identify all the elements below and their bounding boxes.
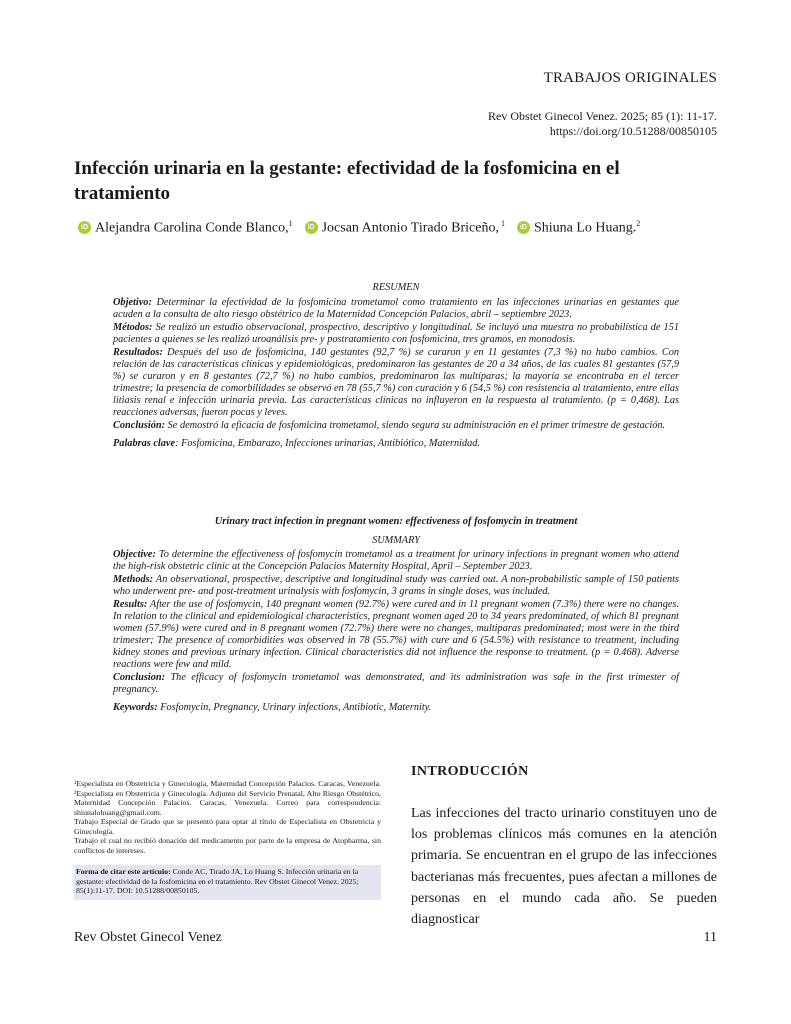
summary-heading: SUMMARY [372, 535, 420, 546]
page-number: 11 [703, 930, 717, 945]
summary-abstract [113, 549, 679, 715]
orcid-icon[interactable]: iD [78, 221, 91, 234]
resumen-resultados: Resultados: Después del uso de fosfomicina, 140 gestantes (92,7 %) se curaron y en 11 gestantes (7,3 %) no hubo cambios. Con relación de las características clínicas y epidemiológicas, predominaron las gestantes de 20 a 34 años, de las cuales 81 gestantes (57,9 %) se curaron y en 8 gestantes (72,7 %) no hubo cambios, predominaron las multíparas; la mayoría se encontraba en el tercer trimestre; la presencia de comorbilidades se observó en 78 (55,7 %) con curación y 6 (54,5 %) con resistencia al tratamiento, entre ellas litiasis renal e infección urinaria previa. Las características clínicas no influyeron en la respuesta al tratamiento. (p = 0,468). Las reacciones adversas, fueron pocas y leves. [113, 347, 680, 418]
introduction-text: Las infecciones del tracto urinario constituyen uno de los problemas clínicos más comunes en la atención primaria. Se encuentran en el grupo de las infecciones bacterianas más frecuentes, pues afectan a millones de personas en el mundo cada año. Se pueden diagnosticar [411, 806, 717, 928]
resumen-keywords: Palabras clave: Fosfomicina, Embarazo, Infecciones urinarias, Antibiótico, Maternidad. [113, 438, 481, 449]
author-2: Jocsan Antonio Tirado Briceño, $^1$ [321, 219, 505, 236]
summary-conclusion: Conclusion: The efficacy of fosfomycin trometamol was demonstrated, and its administration was safe in the first trimester of pregnancy. [113, 672, 679, 695]
citation-volume: Rev Obstet Ginecol Venez. 2025; 85 (1): 11-17. [488, 109, 717, 123]
orcid-icon[interactable]: iD [305, 221, 318, 234]
author-list [78, 219, 652, 237]
author-3: Shiuna Lo Huang.$^2$ [533, 219, 641, 236]
affiliation-note: ¹Especialista en Obstetricia y Ginecología, Maternidad Concepción Palacios. Caracas, Venezuela. ²Especialista en Obstetricia y Ginecología. Adjunto del Servicio Prenatal, Alto Riesgo Obstétrico, Maternidad Concepción Palacios. Caracas, Venezuela. Correo para correspondencia: shiunalohuang@gmail.com. [74, 779, 381, 817]
resumen-metodos: Métodos: Se realizó un estudio observacional, prospectivo, descriptivo y longitudinal. Se incluyó una muestra no probabilística de 151 pacientes a quienes se les realizó uroanálisis pre- y postratamiento con fosfomicina, tres gramos, en monodosis. [113, 322, 680, 345]
cite-text: Conde AC, Tirado JA, Lo Huang S. Infección urinaria en la gestante: efectividad de la fosfomicina en el tratamiento. Rev Obstet Ginecol Venez. 2025; 85(1):11-17. DOI: 10.51288/00850105. [76, 867, 359, 895]
section-label: TRABAJOS ORIGINALES [543, 70, 717, 86]
footnotes [74, 779, 381, 855]
footer-journal: Rev Obstet Ginecol Venez [74, 930, 222, 945]
author-1: Alejandra Carolina Conde Blanco,$^1$ [95, 219, 293, 236]
funding-note: Trabajo el cual no recibió donación del medicamento por parte de la empresa de Atopharma, sin conflictos de intereses. [74, 836, 381, 855]
journal-citation [488, 109, 717, 139]
summary-objective: Objective: To determine the effectiveness of fosfomycin trometamol as a treatment for urinary infections in pregnant women who attend the high-risk obstetric clinic at the Concepción Palacios Maternity Hospital, April – September 2023. [113, 549, 679, 572]
summary-results: Results: After the use of fosfomycin, 140 pregnant women (92.7%) were cured and in 11 pregnant women (7.3%) there were no changes. In relation to the clinical and epidemiological characteristics, pregnant women aged 20 to 34 years predominated, of which 81 pregnant women (57.9%) were cured and in 8 pregnant women (72.7%) there were no changes, multiparas predominated; most were in the third trimester; The presence of comorbidities was observed in 78 (55.7%) with cure and 6 (54.5%) with resistance to treatment, including kidney stones and previous urinary infection. Clinical characteristics did not influence the response to treatment. (p = 0.468). Adverse reactions were few and mild. [113, 599, 680, 670]
resumen-abstract [113, 297, 679, 451]
article-title: Infección urinaria en la gestante: efectividad de la fosfomicina en el tratamiento [74, 158, 620, 204]
introduction-heading: INTRODUCCIÓN [411, 764, 529, 779]
resumen-conclusion: Conclusión: Se demostró la eficacia de fosfomicina trometamol, siendo segura su administración en el primer trimestre de gestación. [113, 420, 666, 431]
resumen-objetivo: Objetivo: Determinar la efectividad de la fosfomicina trometamol como tratamiento en las infecciones urinarias en gestantes que acuden a la consulta de alto riesgo obstétrico de la Maternidad Concepción Palacios, abril – septiembre 2023. [113, 297, 679, 320]
cite-label: Forma de citar este artículo: [76, 867, 171, 876]
thesis-note: Trabajo Especial de Grado que se presentó para optar al título de Especialista en Obstetricia y Ginecología. [74, 817, 381, 836]
orcid-icon[interactable]: iD [517, 221, 530, 234]
summary-keywords: Keywords: Fosfomycin, Pregnancy, Urinary infections, Antibiotic, Maternity. [113, 702, 432, 713]
summary-methods: Methods: An observational, prospective, descriptive and longitudinal study was carried out. A non-probabilistic sample of 150 patients who underwent pre- and post-treatment urinalysis with fosfomycin, 3 grams in single doses, was included. [113, 574, 680, 597]
resumen-heading: RESUMEN [372, 282, 420, 293]
cite-box [74, 865, 381, 900]
doi-link[interactable]: https://doi.org/10.51288/00850105 [549, 124, 717, 138]
summary-title: Urinary tract infection in pregnant women: effectiveness of fosfomycin in treatment [214, 516, 578, 527]
